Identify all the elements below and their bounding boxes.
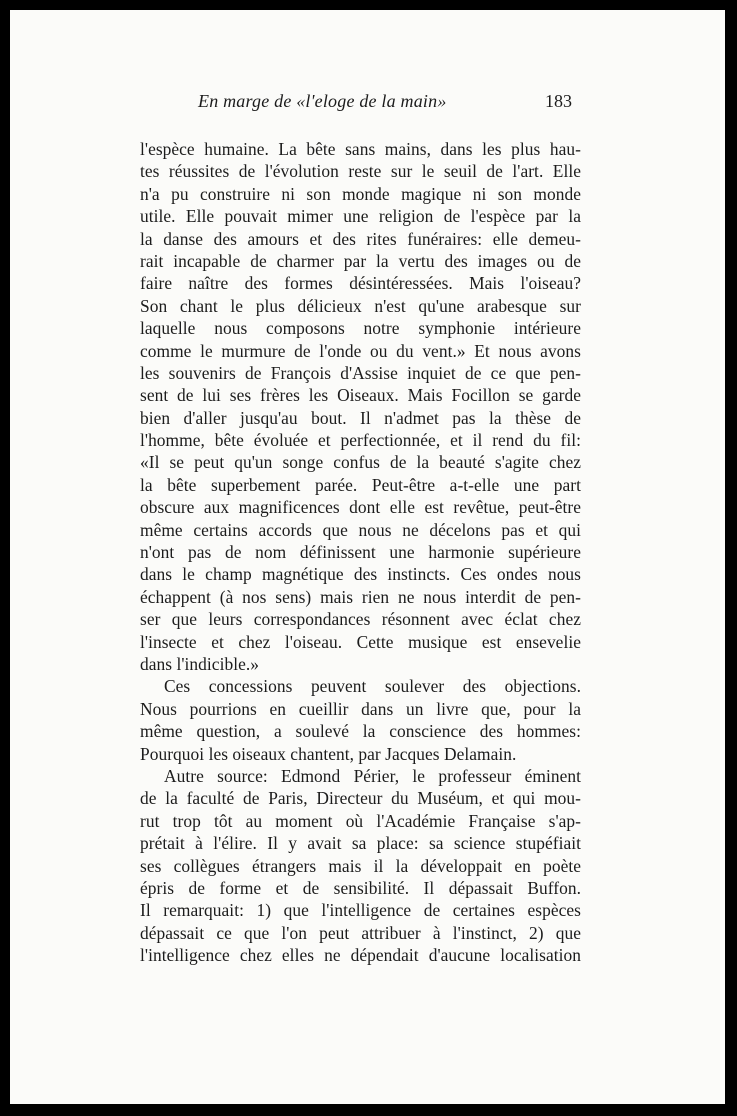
text-line: les souvenirs de François d'Assise inquiet de ce que pen-: [140, 362, 581, 383]
text-line: utile. Elle pouvait mimer une religion de l'espèce par la: [140, 206, 581, 227]
body-text: [140, 138, 581, 966]
running-title: En marge de «l'eloge de la main»: [198, 91, 447, 111]
text-line: comme le murmure de l'onde ou du vent.» Et nous avons: [140, 340, 581, 361]
text-line: n'a pu construire ni son monde magique ni son monde: [140, 183, 581, 204]
text-line: l'homme, bête évoluée et perfectionnée, et il rend du fil:: [140, 430, 581, 451]
text-line: prétait à l'élire. Il y avait sa place: sa science stupéfiait: [140, 833, 581, 854]
text-line: même certains accords que nous ne décelons pas et qui: [140, 519, 581, 540]
text-line: n'ont pas de nom définissent une harmonie supérieure: [140, 542, 581, 563]
text-line: échappent (à nos sens) mais rien ne nous interdit de pen-: [140, 586, 581, 607]
text-line: la danse des amours et des rites funéraires: elle demeu-: [140, 228, 581, 249]
text-line: Son chant le plus délicieux n'est qu'une arabesque sur: [140, 295, 581, 316]
text-line: «Il se peut qu'un songe confus de la beauté s'agite chez: [140, 452, 581, 473]
text-line: Il remarquait: 1) que l'intelligence de certaines espèces: [140, 900, 581, 921]
text-line: Autre source: Edmond Périer, le professeur éminent: [164, 765, 581, 786]
text-line: sent de lui ses frères les Oiseaux. Mais Focillon se garde: [140, 385, 581, 406]
text-line: l'intelligence chez elles ne dépendait d'aucune localisation: [140, 945, 581, 966]
running-header: [190, 86, 572, 116]
text-line: Nous pourrions en cueillir dans un livre que, pour la: [140, 698, 581, 719]
text-line: épris de forme et de sensibilité. Il dépassait Buffon.: [140, 877, 581, 898]
book-page: [10, 10, 725, 1104]
text-line: l'espèce humaine. La bête sans mains, dans les plus hau-: [140, 139, 581, 159]
text-line: tes réussites de l'évolution reste sur le seuil de l'art. Elle: [140, 161, 581, 182]
text-line: Pourquoi les oiseaux chantent, par Jacques Delamain.: [140, 743, 517, 764]
text-line: dans l'indicible.»: [140, 653, 259, 674]
text-line: bien d'aller jusqu'au bout. Il n'admet pas la thèse de: [140, 407, 581, 428]
text-line: dans le champ magnétique des instincts. Ces ondes nous: [140, 564, 581, 585]
text-line: la bête superbement parée. Peut-être a-t-elle une part: [140, 474, 581, 495]
text-line: même question, a soulevé la conscience des hommes:: [140, 721, 581, 742]
text-line: faire naître des formes désintéressées. Mais l'oiseau?: [140, 273, 581, 294]
text-line: laquelle nous composons notre symphonie intérieure: [140, 318, 581, 339]
text-line: ser que leurs correspondances résonnent avec éclat chez: [140, 609, 581, 630]
text-line: de la faculté de Paris, Directeur du Muséum, et qui mou-: [140, 788, 581, 809]
text-line: l'insecte et chez l'oiseau. Cette musique est ensevelie: [140, 631, 581, 652]
text-line: obscure aux magnificences dont elle est revêtue, peut-être: [140, 497, 581, 518]
text-line: ses collègues étrangers mais il la développait en poète: [140, 855, 581, 876]
text-line: rut trop tôt au moment où l'Académie Française s'ap-: [140, 810, 581, 831]
page-number: 183: [545, 91, 572, 111]
text-line: Ces concessions peuvent soulever des objections.: [164, 676, 581, 697]
text-line: dépassait ce que l'on peut attribuer à l'instinct, 2) que: [140, 922, 581, 943]
text-line: rait incapable de charmer par la vertu des images ou de: [140, 250, 581, 271]
